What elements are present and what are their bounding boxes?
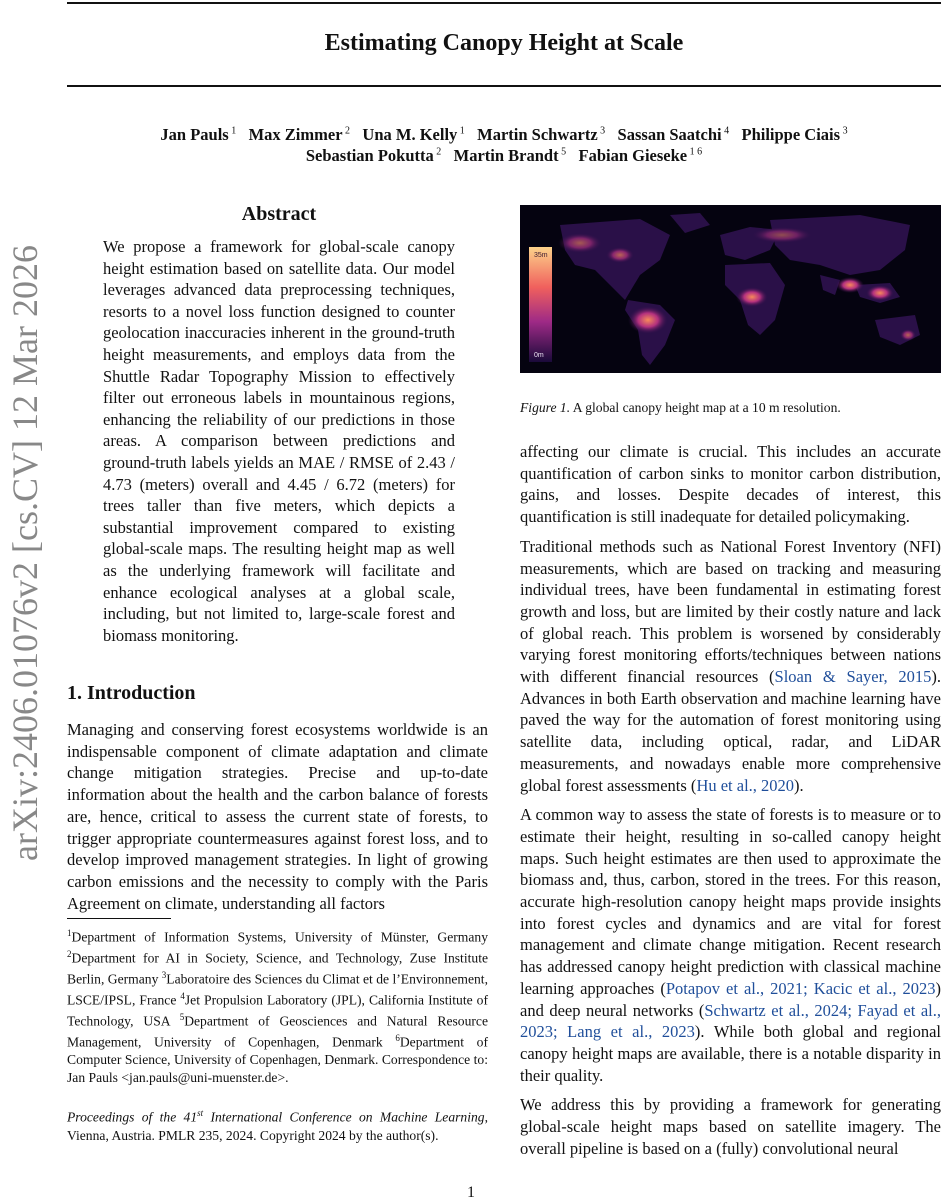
author-affiliation-mark: 1 xyxy=(228,125,237,137)
right-p1-text-c: ). xyxy=(794,775,804,795)
author-name: Martin Brandt xyxy=(453,146,559,165)
footnote-affiliation-mark: 2 xyxy=(67,949,72,960)
left-column-body xyxy=(67,719,488,914)
proceedings-ordinal: 41 xyxy=(183,1109,198,1125)
right-paragraph-3: We address this by providing a framework for generating global-scale height maps based on satellite imagery. The overall pipeline is based on a (fully) convolutional neural xyxy=(520,1095,941,1158)
right-p2-text-a: A common way to assess the state of forests is to measure or to estimate their height, resulting in so-called canopy height maps. Such height estimates are then used to approximate the biomass and, thus, carbon, stored in the trees. For this reason, accurate high-resolution canopy height maps provide insights into forest cycles and dynamics and are vital for forest management and climate change mitigation. Recent research has addressed canopy height prediction with classical machine learning approaches ( xyxy=(520,805,941,998)
authors-line-1 xyxy=(67,125,941,145)
author-name: Una M. Kelly xyxy=(362,125,458,144)
authors-line-2 xyxy=(67,146,941,166)
figure-label: Figure 1. xyxy=(520,400,571,415)
author-name: Martin Schwartz xyxy=(477,125,598,144)
colorbar-top-label: 35m xyxy=(534,252,548,259)
right-p1-text-b: ). Advances in both Earth observation and machine learning have paved the way for the automation of forest monitoring using satellite data, including optical, radar, and LiDAR measurements, and nowadays enable more comprehensive global forest assessments ( xyxy=(520,667,941,795)
footnote-affiliation-text: Jet Propulsion Laboratory (JPL), California Institute of Technology, USA xyxy=(67,992,488,1029)
canopy-height-map-image xyxy=(520,205,941,373)
proceedings-italic-2: International Conference on Machine Learning xyxy=(203,1109,485,1125)
author-name: Philippe Ciais xyxy=(741,125,841,144)
author-name: Fabian Gieseke xyxy=(578,146,688,165)
footnote-affiliation-text: Department of Information Systems, University of Münster, Germany xyxy=(71,929,488,945)
citation-potapov-kacic[interactable]: Potapov et al., 2021; Kacic et al., 2023 xyxy=(665,978,936,998)
figure-1-caption xyxy=(520,400,841,416)
author-name: Jan Pauls xyxy=(160,125,229,144)
top-rule xyxy=(67,2,941,4)
author-affiliation-mark: 3 xyxy=(840,125,848,137)
affiliations-footnote xyxy=(67,925,488,1086)
footnote-affiliation-mark: 5 xyxy=(179,1012,185,1023)
colorbar xyxy=(529,247,552,362)
abstract-heading: Abstract xyxy=(241,203,317,225)
footnote-affiliation-mark: 1 xyxy=(67,928,72,938)
footnote-affiliation-text: Department of Geosciences and Natural Resource Management, University of Copenhagen, Denmark xyxy=(67,1013,488,1050)
footnote-affiliation-text: Department of Computer Science, University of Copenhagen, Denmark. Correspondence to: Jan Pauls <jan.pauls@uni-muenster.de>. xyxy=(67,1034,488,1085)
right-paragraph-2 xyxy=(520,804,941,1086)
arxiv-stamp[interactable]: arXiv:2406.01076v2 [cs.CV] 12 Mar 2026 xyxy=(5,245,45,861)
author-name: Sassan Saatchi xyxy=(617,125,722,144)
right-p1-text-a: Traditional methods such as National Forest Inventory (NFI) measurements, which are based on tracking and measuring individual trees, have been fundamental in estimating forest growth and loss, but are limited by their costly nature and lack of global reach. This problem is worsened by considerably varying forest monitoring efforts/techniques between nations with different financial resources ( xyxy=(520,536,941,687)
proceedings-note xyxy=(67,1104,488,1145)
footnote-affiliation-mark: 4 xyxy=(180,991,185,1002)
right-p2-text-c: ). While both global and regional canopy height maps are available, there is a notable disparity in their quality. xyxy=(520,1022,941,1085)
abstract-text: We propose a framework for global-scale canopy height estimation based on satellite data. Our model leverages advanced data preprocessing techniques, resorts to a novel loss function designed to counter geolocation inaccuracies inherent in the ground-truth height measurements, and employs data from the Shuttle Radar Topography Mission to effectively filter out erroneous labels in mountainous regions, enhancing the reliability of our predictions in those areas. A comparison between predictions and ground-truth labels yields an MAE / RMSE of 2.43 / 4.73 (meters) overall and 4.45 / 6.72 (meters) for trees taller than five meters, which depicts a substantial improvement compared to existing global-scale maps. The resulting height map as well as the underlying framework will facilitate and enhance ecological analyses at a global scale, including, but not limited to, large-scale forest and biomass monitoring. xyxy=(103,237,455,645)
right-paragraph-1 xyxy=(520,536,941,796)
page-number: 1 xyxy=(467,1184,475,1201)
citation-sloan-sayer[interactable]: Sloan & Sayer, 2015 xyxy=(774,667,932,687)
author-affiliation-mark: 1 6 xyxy=(687,146,703,158)
footnote-affiliation-mark: 6 xyxy=(395,1033,400,1044)
right-p2-text-b: ) and deep neural networks ( xyxy=(520,978,941,1020)
proceedings-ordinal-sup: st xyxy=(197,1108,204,1118)
author-affiliation-mark: 2 xyxy=(433,146,442,158)
footnote-affiliation-mark: 3 xyxy=(161,970,167,981)
author-affiliation-mark: 2 xyxy=(342,125,351,137)
right-paragraph-0: affecting our climate is crucial. This includes an accurate quantification of carbon sinks to monitor carbon distribution, gains, and losses. Despite decades of interest, this quantification is still inadequate for detailed policymaking. xyxy=(520,442,941,527)
section-heading-introduction: 1. Introduction xyxy=(67,682,196,704)
author-affiliation-mark: 5 xyxy=(558,146,567,158)
colorbar-bottom-label: 0m xyxy=(534,352,544,359)
citation-schwartz-fayad-lang[interactable]: Schwartz et al., 2024; Fayad et al., 2023; Lang et al., 2023 xyxy=(520,1000,941,1042)
proceedings-italic-1: Proceedings of the xyxy=(67,1109,184,1125)
footnote-affiliation-text: Department for AI in Society, Science, and Technology, Zuse Institute Berlin, Germany xyxy=(67,950,488,987)
footnote-rule xyxy=(67,918,171,919)
figure-1-map xyxy=(520,205,941,373)
author-affiliation-mark: 3 xyxy=(597,125,606,137)
paper-title: Estimating Canopy Height at Scale xyxy=(324,30,684,56)
intro-paragraph-1: Managing and conserving forest ecosystems worldwide is an indispensable component of climate adaptation and climate change mitigation strategies. Precise and up-to-date information about the health and the carbon balance of forests are, hence, critical to assess the current state of forests, to trigger appropriate countermeasures against forest loss, and to develop improved management strategies. In light of growing carbon emissions and the necessity to comply with the Paris Agreement on climate, understanding all factors xyxy=(67,720,488,913)
figure-caption-text: A global canopy height map at a 10 m resolution. xyxy=(570,400,841,415)
title-rule xyxy=(67,85,941,87)
right-column-body xyxy=(520,441,941,1168)
author-affiliation-mark: 4 xyxy=(721,125,730,137)
footnote-affiliation-text: Laboratoire des Sciences du Climat et de l’Environnement, LSCE/IPSL, France xyxy=(67,971,488,1008)
author-name: Sebastian Pokutta xyxy=(305,146,434,165)
citation-hu[interactable]: Hu et al., 2020 xyxy=(696,775,795,795)
author-affiliation-mark: 1 xyxy=(457,125,465,137)
proceedings-rest: , Vienna, Austria. PMLR 235, 2024. Copyright 2024 by the author(s). xyxy=(67,1109,488,1143)
author-name: Max Zimmer xyxy=(248,125,343,144)
